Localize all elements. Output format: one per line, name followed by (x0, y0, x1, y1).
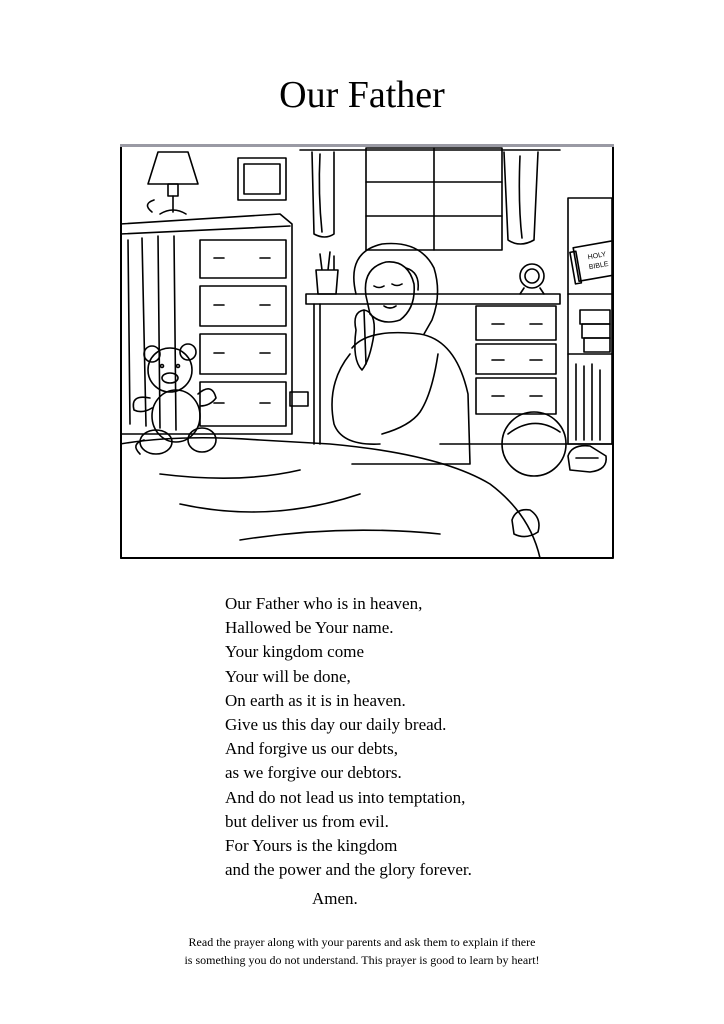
bible-label-line1: HOLY (587, 251, 607, 262)
prayer-amen: Amen. (312, 889, 358, 908)
prayer-line: as we forgive our debtors. (225, 763, 402, 783)
praying-child-drawing (120, 144, 614, 560)
prayer-line: Give us this day our daily bread. (225, 715, 447, 735)
bookcase (568, 198, 612, 444)
page-title: Our Father (279, 74, 445, 116)
prayer-line: For Yours is the kingdom (225, 836, 398, 856)
prayer-text (225, 592, 665, 882)
footer-note-line2: is something you do not understand. This prayer is good to learn by heart! (184, 953, 540, 967)
prayer-line: Your kingdom come (225, 642, 364, 662)
prayer-line: On earth as it is in heaven. (225, 690, 406, 710)
curtain-left (312, 152, 334, 237)
dresser (120, 214, 292, 434)
pencil-cup (316, 252, 338, 294)
shoe (568, 446, 606, 472)
prayer-line: and the power and the glory forever. (225, 860, 472, 880)
lamp (147, 152, 198, 214)
bible-label-line2: BIBLE (588, 260, 610, 272)
coloring-illustration (120, 144, 614, 560)
prayer-line: Hallowed be Your name. (225, 618, 394, 638)
illustration-border (121, 146, 613, 558)
praying-child (332, 244, 470, 465)
window (366, 148, 502, 250)
footer-note (0, 933, 724, 969)
prayer-line: Our Father who is in heaven, (225, 594, 423, 613)
prayer-line: And do not lead us into temptation, (225, 787, 466, 807)
clock (520, 264, 544, 294)
prayer-line: Your will be done, (225, 666, 351, 686)
footer-note-line1: Read the prayer along with your parents and ask them to explain if there (188, 935, 536, 949)
prayer-line: And forgive us our debts, (225, 739, 398, 759)
curtain-right (504, 152, 538, 244)
prayer-line: but deliver us from evil. (225, 811, 389, 831)
bed (120, 438, 540, 558)
